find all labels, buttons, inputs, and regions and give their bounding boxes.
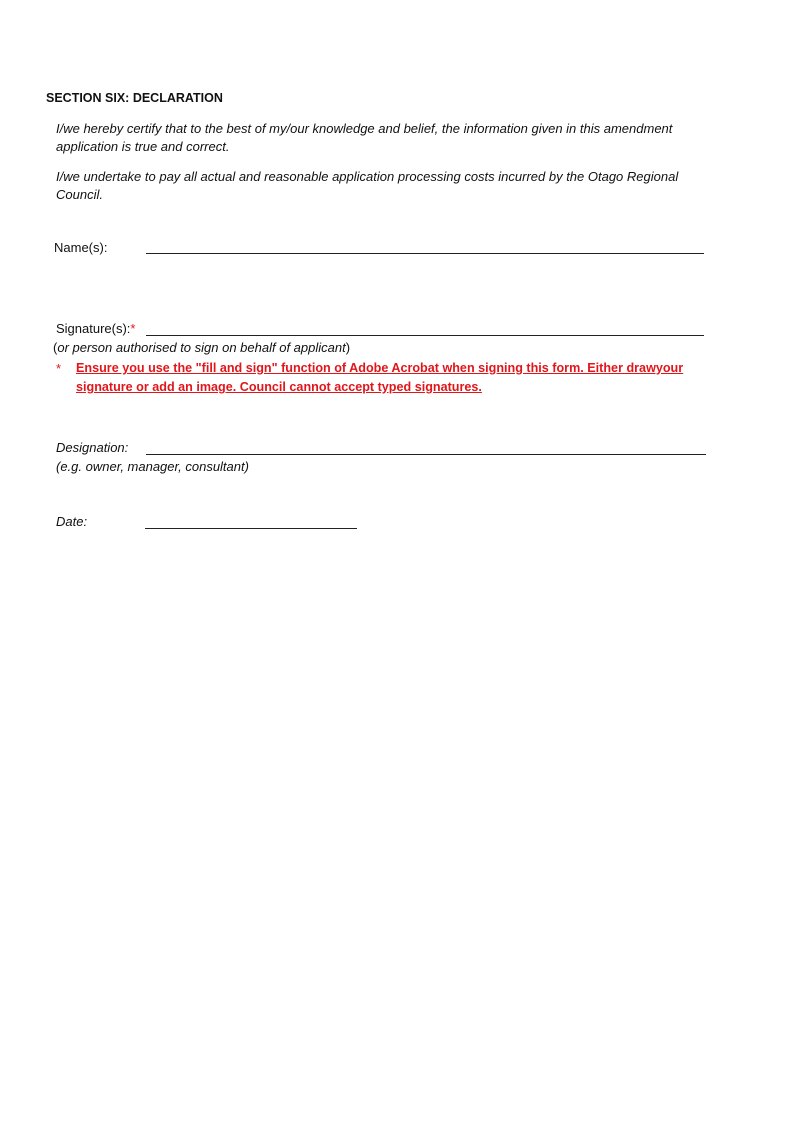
designation-label: Designation:: [56, 440, 129, 455]
undertake-text-2: Council.: [56, 187, 103, 202]
signature-note: [53, 340, 350, 355]
warning-text-2: signature or add an image. Council cannot accept typed signatures.: [76, 380, 482, 394]
warning-asterisk: *: [56, 361, 62, 376]
date-label: Date:: [56, 514, 88, 529]
paren: (: [53, 340, 58, 355]
required-mark: *: [130, 321, 136, 336]
paren: ): [345, 340, 351, 355]
certify-text-2: application is true and correct.: [56, 139, 230, 154]
signature-note-text: or person authorised to sign on behalf of applicant: [57, 340, 346, 355]
signature-label: [56, 321, 135, 336]
designation-field[interactable]: [146, 454, 706, 455]
warning-text-1: Ensure you use the "fill and sign" function of Adobe Acrobat when signing this form. Either drawyour: [76, 361, 684, 375]
section-title: SECTION SIX: DECLARATION: [46, 91, 223, 105]
designation-hint: (e.g. owner, manager, consultant): [56, 459, 249, 474]
signature-label-text: Signature(s):: [56, 321, 131, 336]
certify-text-1: I/we hereby certify that to the best of my/our knowledge and belief, the information given in this amendment: [56, 121, 673, 136]
undertake-text-1: I/we undertake to pay all actual and reasonable application processing costs incurred by the Otago Regional: [56, 169, 679, 184]
name-label: Name(s):: [54, 240, 108, 255]
signature-field[interactable]: [146, 335, 704, 336]
name-field[interactable]: [146, 253, 704, 254]
date-field[interactable]: [145, 528, 357, 529]
